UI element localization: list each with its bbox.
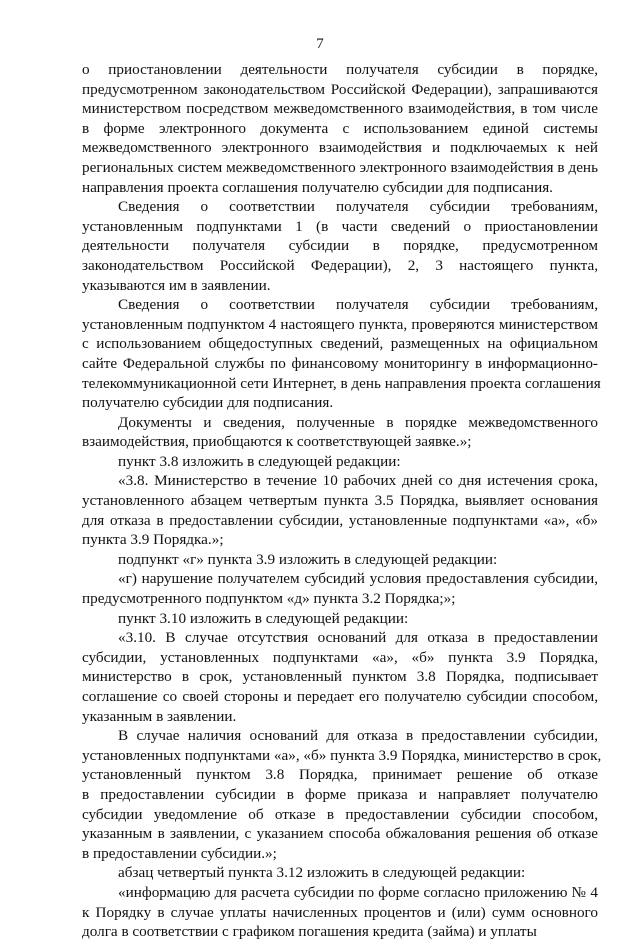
paragraph xyxy=(82,883,598,942)
text-line: Документы и сведения, полученные в порядке межведомственного xyxy=(118,413,598,431)
text-line: в форме электронного документа с использованием единой системы xyxy=(82,119,598,137)
text-line: «3.8. Министерство в течение 10 рабочих дней со дня истечения срока, xyxy=(118,472,598,490)
text-line: указанным в заявлении. xyxy=(82,707,237,725)
paragraph xyxy=(82,471,598,549)
page-number: 7 xyxy=(316,36,324,52)
paragraph xyxy=(82,609,598,629)
text-line: Сведения о соответствии получателя субсидии требованиям, xyxy=(118,198,598,216)
text-line: установленным подпунктом 4 настоящего пункта, проверяются министерством xyxy=(82,315,598,333)
text-line: подпункт «г» пункта 3.9 изложить в следующей редакции: xyxy=(118,550,498,568)
text-line: деятельности получателя субсидии в порядке, предусмотренном xyxy=(82,237,598,255)
paragraph xyxy=(82,413,598,452)
text-line: установленных подпунктами «а», «б» пункта 3.9 Порядка, министерство в срок, xyxy=(82,746,602,764)
text-line: с использованием общедоступных сведений, размещенных на официальном xyxy=(82,335,598,353)
text-line: телекоммуникационной сети Интернет, в день направления проекта соглашения xyxy=(82,374,601,392)
paragraph xyxy=(82,452,598,472)
text-line: о приостановлении деятельности получателя субсидии в порядке, xyxy=(82,61,598,78)
text-line: региональных систем межведомственного электронного взаимодействия в день xyxy=(82,158,598,176)
text-line: к Порядку в случае уплаты начисленных процентов и (или) сумм основного xyxy=(82,903,598,921)
paragraph xyxy=(82,569,598,608)
document-body xyxy=(82,60,602,942)
paragraph xyxy=(82,550,598,570)
text-line: законодательством Российской Федерации), 2, 3 настоящего пункта, xyxy=(82,256,598,274)
text-line: для отказа в предоставлении субсидии, установленные подпунктами «а», «б» xyxy=(82,511,598,529)
paragraph xyxy=(82,628,598,726)
text-line: в предоставлении субсидии.»; xyxy=(82,844,277,862)
paragraph xyxy=(82,295,601,413)
text-line: установленного абзацем четвертым пункта 3.5 Порядка, выявляет основания xyxy=(82,492,598,510)
text-line: пункт 3.10 изложить в следующей редакции: xyxy=(118,609,409,627)
text-line: предусмотренном законодательством Российской Федерации), запрашиваются xyxy=(82,80,598,98)
text-line: «информацию для расчета субсидии по форме согласно приложению № 4 xyxy=(118,883,598,901)
paragraph xyxy=(82,60,598,197)
text-line: соглашение со своей стороны и передает его получателю субсидии способом, xyxy=(82,688,598,705)
paragraph xyxy=(82,726,602,863)
text-line: указанным в заявлении, с указанием способа обжалования решения об отказе xyxy=(82,825,598,843)
text-line: долга в соответствии с графиком погашения кредита (займа) и уплаты xyxy=(82,923,537,941)
text-line: Сведения о соответствии получателя субсидии требованиям, xyxy=(118,296,598,314)
text-line: абзац четвертый пункта 3.12 изложить в следующей редакции: xyxy=(118,864,526,882)
text-line: межведомственного электронного взаимодействия и подключаемых к ней xyxy=(82,139,598,157)
text-line: субсидии уведомление об отказе в предоставлении субсидии способом, xyxy=(82,805,598,823)
paragraph xyxy=(82,863,598,883)
text-line: «г) нарушение получателем субсидий условия предоставления субсидии, xyxy=(118,570,598,588)
text-line: направления проекта соглашения получателю субсидии для подписания. xyxy=(82,178,553,196)
text-line: указываются им в заявлении. xyxy=(82,276,271,294)
text-line: субсидии, установленных подпунктами «а», «б» пункта 3.9 Порядка, xyxy=(82,648,598,666)
text-line: в предоставлении субсидии в форме приказа и направляет получателю xyxy=(82,785,598,803)
text-line: министерством посредством межведомственного взаимодействия, в том числе xyxy=(82,100,598,118)
text-line: пункта 3.9 Порядка.»; xyxy=(82,531,224,549)
text-line: пункт 3.8 изложить в следующей редакции: xyxy=(118,452,401,470)
text-line: В случае наличия оснований для отказа в предоставлении субсидии, xyxy=(118,727,598,745)
text-line: «3.10. В случае отсутствия оснований для отказа в предоставлении xyxy=(118,629,598,647)
text-line: предусмотренного подпунктом «д» пункта 3.2 Порядка;»; xyxy=(82,590,456,608)
text-line: министерство в срок, установленный пунктом 3.8 Порядка, подписывает xyxy=(82,668,598,686)
text-line: установленным подпунктами 1 (в части сведений о приостановлении xyxy=(82,217,598,235)
text-line: установленный пунктом 3.8 Порядка, принимает решение об отказе xyxy=(82,766,598,784)
paragraph xyxy=(82,197,598,295)
text-line: получателю субсидии для подписания. xyxy=(82,394,334,412)
text-line: взаимодействия, приобщаются к соответствующей заявке.»; xyxy=(82,433,472,451)
text-line: сайте Федеральной службы по финансовому мониторингу в информационно- xyxy=(82,354,598,372)
